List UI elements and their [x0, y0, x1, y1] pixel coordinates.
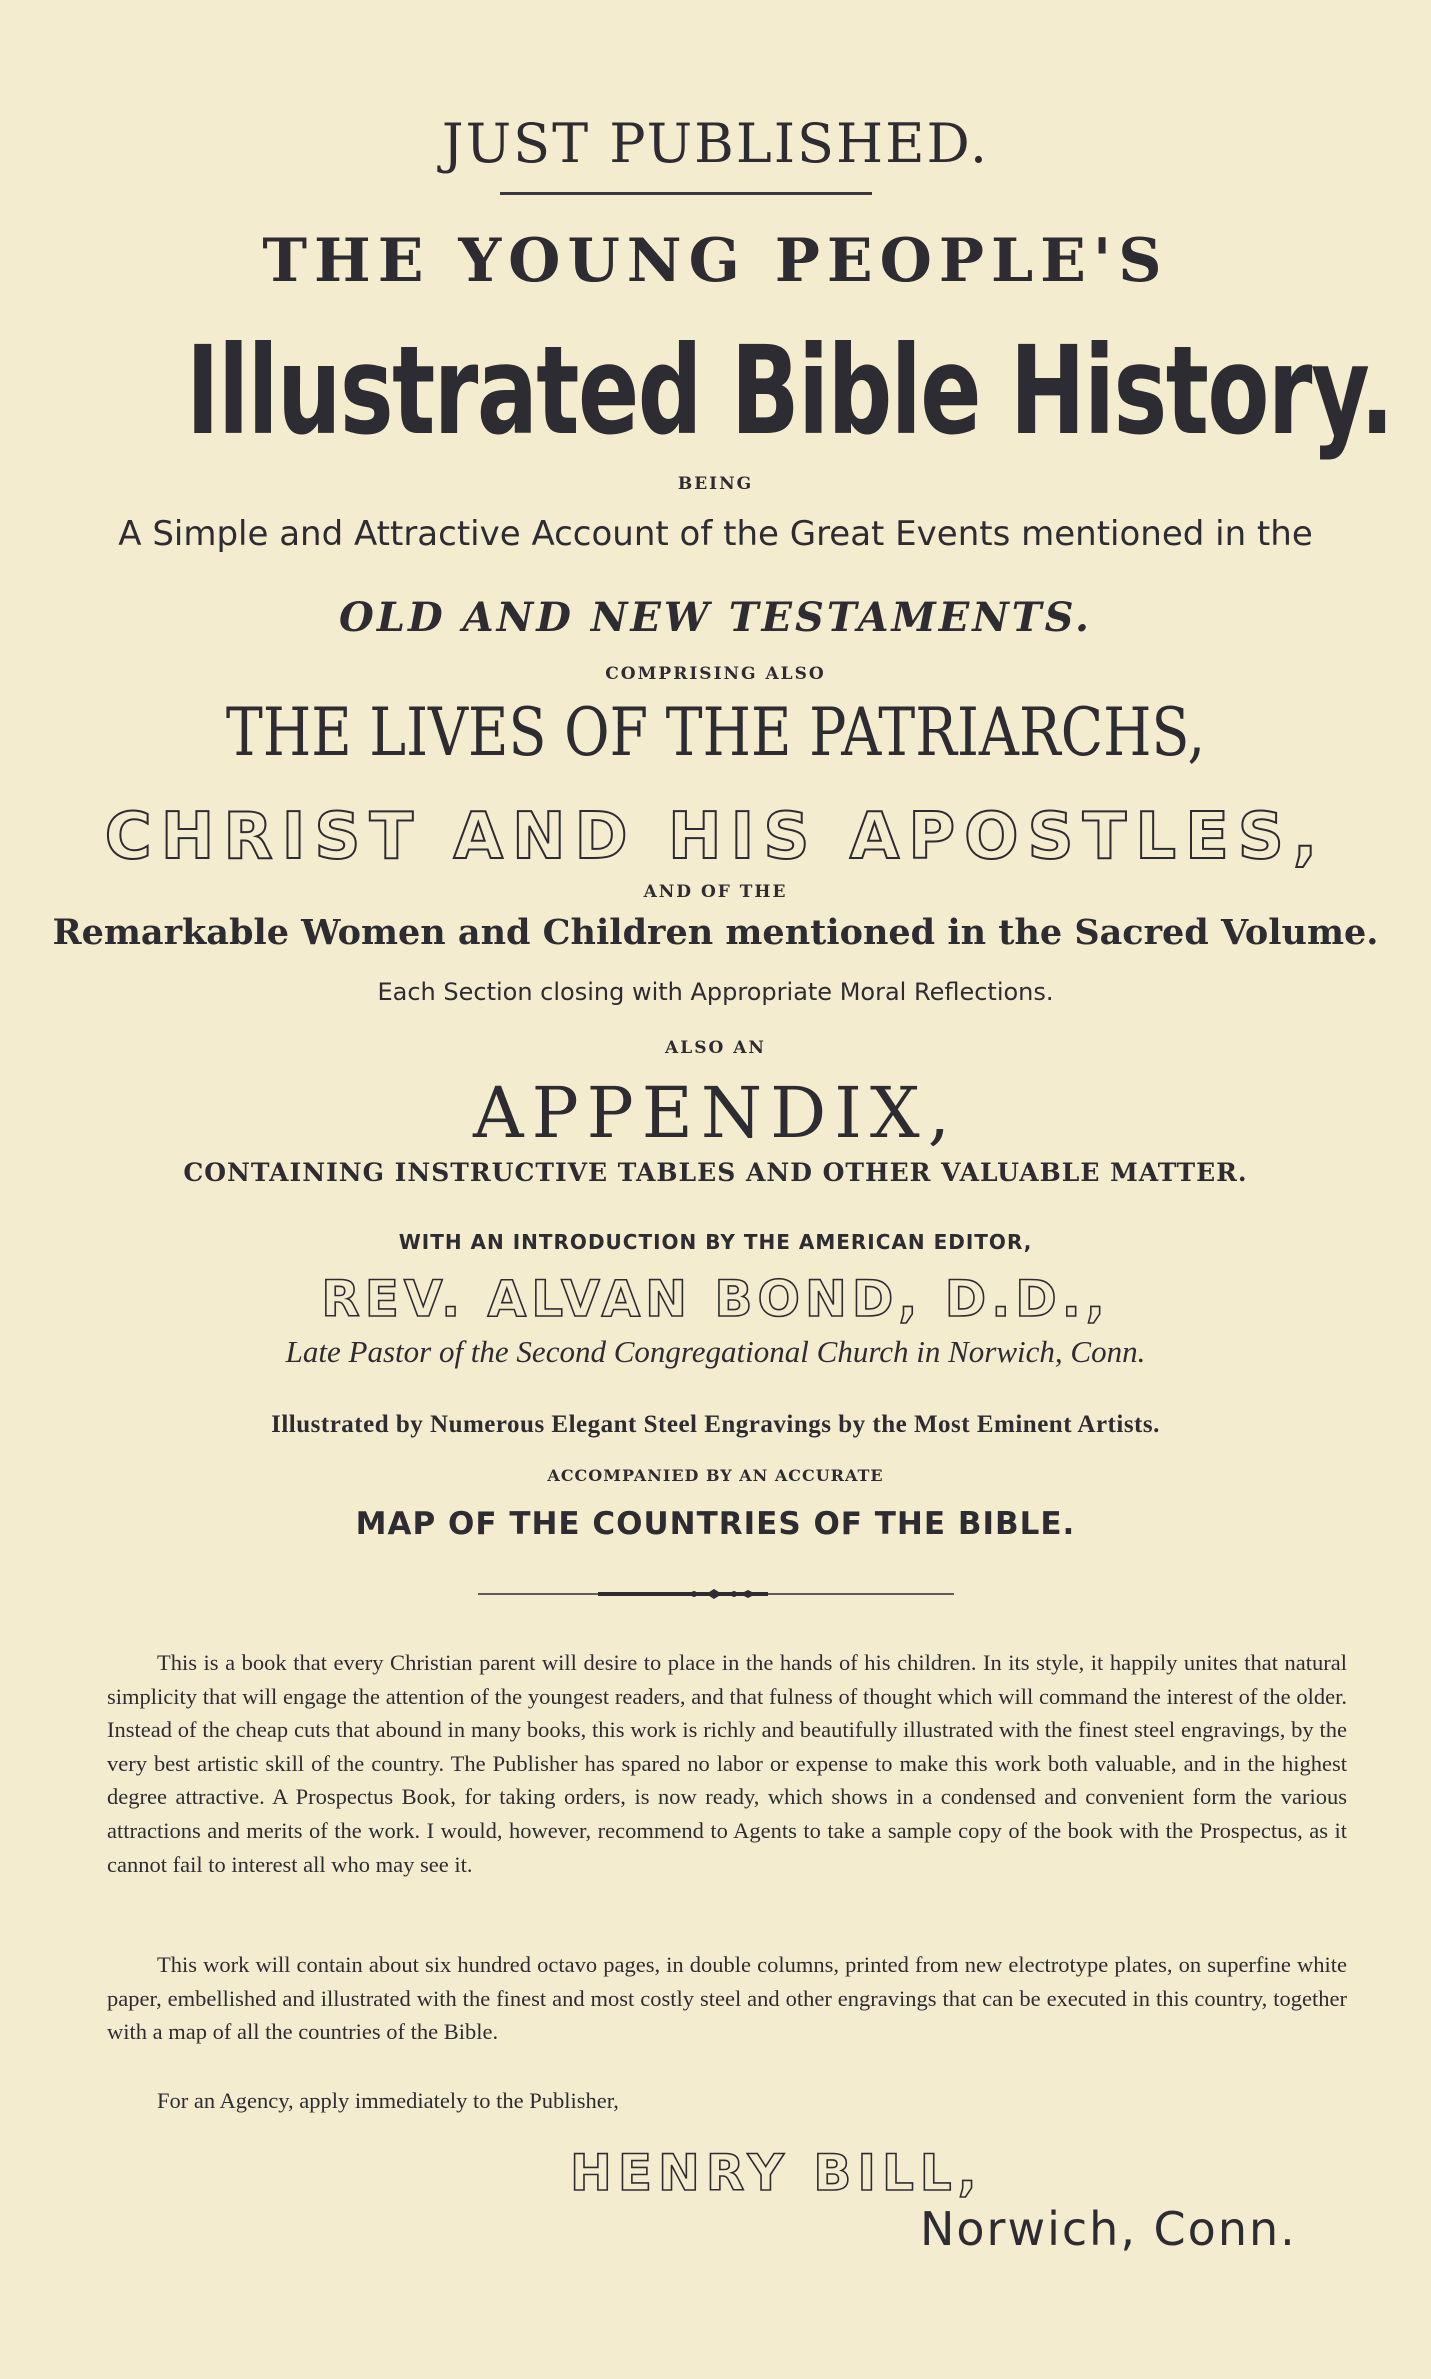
ornamental-divider-icon [478, 1588, 954, 1600]
just-published-heading: JUST PUBLISHED. [441, 112, 990, 175]
young-peoples-heading: THE YOUNG PEOPLE'S [262, 226, 1169, 296]
heading-rule [500, 192, 872, 195]
publisher-name: HENRY BILL, [570, 2144, 983, 2202]
appendix-heading: APPENDIX, [473, 1072, 958, 1154]
publisher-place: Norwich, Conn. [920, 2202, 1297, 2256]
agency-line: For an Agency, apply immediately to the Publisher, [157, 2088, 619, 2113]
being-label: BEING [677, 474, 754, 494]
christ-and-apostles: CHRIST AND HIS APOSTLES, [104, 800, 1327, 874]
containing-tables-line: CONTAINING INSTRUCTIVE TABLES AND OTHER VALUABLE MATTER. [183, 1158, 1248, 1187]
old-new-testaments: OLD AND NEW TESTAMENTS. [339, 594, 1092, 641]
remarkable-women-line: Remarkable Women and Children mentioned in the Sacred Volume. [52, 912, 1379, 953]
comprising-also-label: COMPRISING ALSO [605, 664, 826, 684]
also-an-label: ALSO AN [665, 1038, 766, 1058]
and-of-the-label: AND OF THE [643, 882, 788, 902]
book-title: Illustrated Bible History. [186, 320, 1393, 462]
illustrations-line: Illustrated by Numerous Elegant Steel Engravings by the Most Eminent Artists. [271, 1411, 1160, 1438]
lives-of-patriarchs: THE LIVES OF THE PATRIARCHS, [225, 694, 1206, 771]
body-paragraph-2: This work will contain about six hundred octavo pages, in double columns, printed from new electrotype plates, on superfine white paper, embellished and illustrated with the finest and most costly steel and other engravings that can be executed in this country, together with a map of all the countries of the Bible. [107, 1952, 1347, 2045]
map-heading: MAP OF THE COUNTRIES OF THE BIBLE. [355, 1506, 1076, 1542]
simple-account-line: A Simple and Attractive Account of the Great Events mentioned in the [118, 514, 1313, 554]
accompanied-label: ACCOMPANIED BY AN ACCURATE [547, 1466, 884, 1485]
introduction-line: WITH AN INTRODUCTION BY THE AMERICAN EDITOR, [398, 1230, 1033, 1254]
editor-name: REV. ALVAN BOND, D.D., [321, 1270, 1110, 1328]
body-paragraph-1: This is a book that every Christian parent will desire to place in the hands of his children. In its style, it happily unites that natural simplicity that will engage the attention of the youngest readers, and that fulness of thought which will command the interest of the older. Instead of the cheap cuts that abound in many books, this work is richly and beautifully illustrated with the finest steel engravings, by the very best artistic skill of the country. The Publisher has spared no labor or expense to make this work both valuable, and in the highest degree attractive. A Prospectus Book, for taking orders, is now ready, which shows in a condensed and convenient form the various attractions and merits of the work. I would, however, recommend to Agents to take a sample copy of the book with the Prospectus, as it cannot fail to interest all who may see it. [107, 1650, 1347, 1877]
editor-title: Late Pastor of the Second Congregational Church in Norwich, Conn. [285, 1334, 1146, 1369]
moral-reflections-line: Each Section closing with Appropriate Moral Reflections. [377, 978, 1054, 1006]
